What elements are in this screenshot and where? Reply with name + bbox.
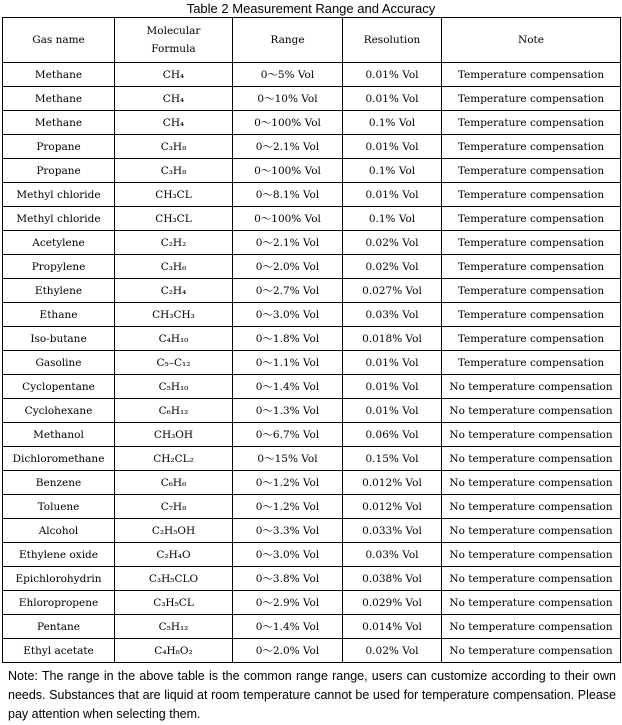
cell-resolution: 0.014% Vol [343, 615, 442, 639]
cell-range: 0～8.1% Vol [233, 183, 343, 207]
cell-note: Temperature compensation [442, 327, 621, 351]
cell-note: Temperature compensation [442, 63, 621, 87]
cell-formula: C₅H₁₂ [115, 615, 233, 639]
cell-resolution: 0.1% Vol [343, 111, 442, 135]
table-row [3, 183, 621, 207]
cell-range: 0～1.2% Vol [233, 471, 343, 495]
cell-note: No temperature compensation [442, 567, 621, 591]
cell-note: Temperature compensation [442, 255, 621, 279]
cell-gas-name: Methane [3, 63, 115, 87]
cell-note: Temperature compensation [442, 351, 621, 375]
cell-range: 0～10% Vol [233, 87, 343, 111]
cell-note: No temperature compensation [442, 615, 621, 639]
cell-note: No temperature compensation [442, 375, 621, 399]
cell-resolution: 0.018% Vol [343, 327, 442, 351]
table-row [3, 399, 621, 423]
table-row [3, 87, 621, 111]
cell-gas-name: Propane [3, 159, 115, 183]
cell-resolution: 0.02% Vol [343, 639, 442, 663]
cell-resolution: 0.02% Vol [343, 231, 442, 255]
header-molecular-formula: Molecular Formula [115, 18, 233, 63]
cell-resolution: 0.15% Vol [343, 447, 442, 471]
header-gas-name: Gas name [3, 18, 115, 63]
cell-formula: C₂H₄O [115, 543, 233, 567]
cell-range: 0～100% Vol [233, 207, 343, 231]
table-row [3, 135, 621, 159]
cell-resolution: 0.01% Vol [343, 183, 442, 207]
table-row [3, 423, 621, 447]
table-row [3, 615, 621, 639]
cell-gas-name: Ethyl acetate [3, 639, 115, 663]
cell-gas-name: Ethylene [3, 279, 115, 303]
cell-formula: CH₄ [115, 111, 233, 135]
table-row [3, 255, 621, 279]
cell-range: 0～3.0% Vol [233, 303, 343, 327]
cell-gas-name: Methane [3, 111, 115, 135]
cell-gas-name: Ethylene oxide [3, 543, 115, 567]
cell-formula: CH₂CL₂ [115, 447, 233, 471]
cell-note: Temperature compensation [442, 207, 621, 231]
cell-gas-name: Gasoline [3, 351, 115, 375]
header-resolution: Resolution [343, 18, 442, 63]
cell-formula: C₄H₁₀ [115, 327, 233, 351]
cell-resolution: 0.033% Vol [343, 519, 442, 543]
cell-formula: CH₃CH₃ [115, 303, 233, 327]
table-row [3, 495, 621, 519]
table-row [3, 279, 621, 303]
cell-note: Temperature compensation [442, 111, 621, 135]
cell-gas-name: Propane [3, 135, 115, 159]
cell-gas-name: Methane [3, 87, 115, 111]
cell-note: Temperature compensation [442, 279, 621, 303]
cell-formula: C₅–C₁₂ [115, 351, 233, 375]
table-body [3, 63, 621, 663]
cell-resolution: 0.01% Vol [343, 63, 442, 87]
cell-note: No temperature compensation [442, 399, 621, 423]
cell-gas-name: Alcohol [3, 519, 115, 543]
cell-resolution: 0.027% Vol [343, 279, 442, 303]
cell-note: No temperature compensation [442, 495, 621, 519]
cell-resolution: 0.012% Vol [343, 471, 442, 495]
table-row [3, 207, 621, 231]
cell-note: No temperature compensation [442, 591, 621, 615]
cell-formula: CH₃CL [115, 207, 233, 231]
table-title: Table 2 Measurement Range and Accuracy [186, 1, 436, 16]
cell-note: Temperature compensation [442, 231, 621, 255]
cell-formula: C₃H₈ [115, 159, 233, 183]
cell-resolution: 0.06% Vol [343, 423, 442, 447]
cell-resolution: 0.03% Vol [343, 303, 442, 327]
cell-note: Temperature compensation [442, 135, 621, 159]
table-row [3, 471, 621, 495]
cell-range: 0～5% Vol [233, 63, 343, 87]
table-row [3, 447, 621, 471]
header-range: Range [233, 18, 343, 63]
table-row [3, 159, 621, 183]
footnote: Note: The range in the above table is the common range range, users can customize according to their own needs. Substances that are liquid at room temperature cannot be used for temperature compensation. Please pay attention when selecting them. [8, 669, 616, 721]
table-row [3, 543, 621, 567]
table-row [3, 111, 621, 135]
cell-formula: C₅H₁₀ [115, 375, 233, 399]
cell-range: 0～3.3% Vol [233, 519, 343, 543]
cell-gas-name: Toluene [3, 495, 115, 519]
cell-resolution: 0.01% Vol [343, 351, 442, 375]
cell-note: No temperature compensation [442, 519, 621, 543]
cell-range: 0～1.4% Vol [233, 375, 343, 399]
cell-formula: C₄H₈O₂ [115, 639, 233, 663]
cell-resolution: 0.038% Vol [343, 567, 442, 591]
cell-range: 0～1.8% Vol [233, 327, 343, 351]
cell-resolution: 0.02% Vol [343, 255, 442, 279]
cell-gas-name: Benzene [3, 471, 115, 495]
cell-resolution: 0.01% Vol [343, 399, 442, 423]
cell-note: Temperature compensation [442, 87, 621, 111]
cell-range: 0～15% Vol [233, 447, 343, 471]
cell-resolution: 0.1% Vol [343, 159, 442, 183]
measurement-table [2, 17, 621, 663]
cell-formula: CH₃CL [115, 183, 233, 207]
cell-resolution: 0.029% Vol [343, 591, 442, 615]
cell-note: No temperature compensation [442, 471, 621, 495]
cell-gas-name: Iso-butane [3, 327, 115, 351]
cell-note: No temperature compensation [442, 423, 621, 447]
cell-resolution: 0.01% Vol [343, 135, 442, 159]
cell-range: 0～2.1% Vol [233, 231, 343, 255]
table-row [3, 303, 621, 327]
cell-gas-name: Acetylene [3, 231, 115, 255]
cell-note: Temperature compensation [442, 183, 621, 207]
table-row [3, 327, 621, 351]
cell-formula: CH₄ [115, 63, 233, 87]
cell-range: 0～2.0% Vol [233, 255, 343, 279]
cell-range: 0～2.9% Vol [233, 591, 343, 615]
cell-formula: CH₃OH [115, 423, 233, 447]
header-note: Note [442, 18, 621, 63]
table-row [3, 351, 621, 375]
cell-range: 0～1.2% Vol [233, 495, 343, 519]
cell-range: 0～1.1% Vol [233, 351, 343, 375]
cell-formula: CH₄ [115, 87, 233, 111]
table-row [3, 375, 621, 399]
cell-range: 0～6.7% Vol [233, 423, 343, 447]
cell-gas-name: Cyclopentane [3, 375, 115, 399]
cell-note: Temperature compensation [442, 159, 621, 183]
table-row [3, 63, 621, 87]
cell-formula: C₆H₁₂ [115, 399, 233, 423]
cell-gas-name: Methanol [3, 423, 115, 447]
table-row [3, 591, 621, 615]
cell-gas-name: Epichlorohydrin [3, 567, 115, 591]
cell-gas-name: Methyl chloride [3, 183, 115, 207]
cell-formula: C₃H₅CL [115, 591, 233, 615]
cell-resolution: 0.01% Vol [343, 375, 442, 399]
cell-range: 0～100% Vol [233, 159, 343, 183]
cell-resolution: 0.1% Vol [343, 207, 442, 231]
cell-gas-name: Propylene [3, 255, 115, 279]
cell-range: 0～2.1% Vol [233, 135, 343, 159]
cell-note: No temperature compensation [442, 543, 621, 567]
cell-gas-name: Methyl chloride [3, 207, 115, 231]
cell-gas-name: Ethane [3, 303, 115, 327]
cell-formula: C₂H₅OH [115, 519, 233, 543]
table-row [3, 519, 621, 543]
cell-formula: C₃H₆ [115, 255, 233, 279]
cell-formula: C₂H₂ [115, 231, 233, 255]
cell-gas-name: Cyclohexane [3, 399, 115, 423]
cell-range: 0～1.3% Vol [233, 399, 343, 423]
cell-range: 0～1.4% Vol [233, 615, 343, 639]
cell-formula: C₂H₄ [115, 279, 233, 303]
cell-range: 0～3.0% Vol [233, 543, 343, 567]
header-row [3, 18, 621, 63]
cell-gas-name: Pentane [3, 615, 115, 639]
table-row [3, 639, 621, 663]
cell-note: No temperature compensation [442, 639, 621, 663]
cell-gas-name: Dichloromethane [3, 447, 115, 471]
cell-resolution: 0.01% Vol [343, 87, 442, 111]
cell-gas-name: Ehloropropene [3, 591, 115, 615]
cell-note: No temperature compensation [442, 447, 621, 471]
cell-formula: C₇H₈ [115, 495, 233, 519]
cell-formula: C₆H₆ [115, 471, 233, 495]
cell-range: 0～100% Vol [233, 111, 343, 135]
cell-range: 0～2.0% Vol [233, 639, 343, 663]
cell-resolution: 0.012% Vol [343, 495, 442, 519]
cell-formula: C₃H₈ [115, 135, 233, 159]
cell-range: 0～3.8% Vol [233, 567, 343, 591]
table-row [3, 567, 621, 591]
cell-range: 0～2.7% Vol [233, 279, 343, 303]
cell-note: Temperature compensation [442, 303, 621, 327]
table-row [3, 231, 621, 255]
cell-formula: C₃H₅CLO [115, 567, 233, 591]
cell-resolution: 0.03% Vol [343, 543, 442, 567]
